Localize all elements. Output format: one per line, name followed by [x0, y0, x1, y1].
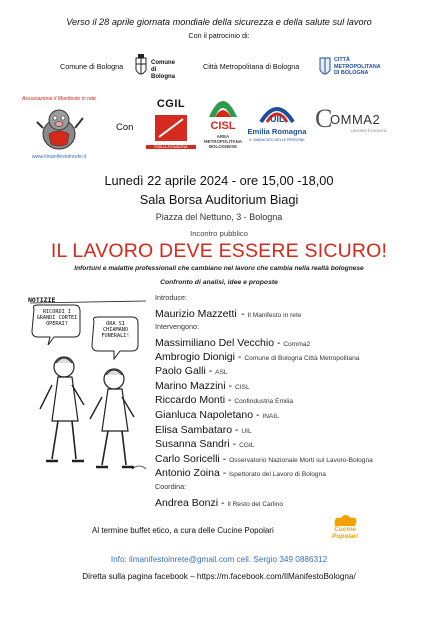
cgil-square-icon: [153, 113, 189, 143]
cucine-line1: Cucine: [334, 526, 356, 533]
speaker-row: Susanna Sandri - CGIL: [155, 438, 255, 450]
speaker-name: Gianluca Napoletano: [155, 409, 254, 421]
speaker-role: ASL: [215, 369, 228, 376]
speaker-name: Ambrogio Dionigi: [155, 351, 235, 363]
event-title: IL LAVORO DEVE ESSERE SICURO!: [50, 240, 388, 262]
speaker-row: Marino Mazzini - CISL: [155, 380, 250, 392]
speaker-role: INAIL: [262, 413, 279, 420]
uil-region: Emilia Romagna: [247, 127, 307, 136]
crest-icon: [133, 54, 149, 82]
metro-logo-line1: CITTÀ: [334, 57, 350, 63]
cisl-logo: [198, 93, 248, 165]
mole-mascot-icon: [29, 104, 89, 152]
speaker-role: Ispettorato del Lavoro di Bologna: [229, 471, 326, 478]
con-label: Con: [116, 122, 134, 133]
cisl-name: CISL: [210, 120, 236, 132]
speaker-row: Elisa Sambataro - UIL: [155, 424, 252, 436]
comune-logo-line2: di Bologna: [151, 67, 175, 80]
comma2-tagline: LAVORO È DIGNITÀ: [351, 129, 387, 133]
manifesto-url: www.ilmanifestoinrete.it: [31, 154, 87, 160]
uil-emblem-icon: [257, 100, 297, 126]
speaker-role: Osservatorio Nazionale Morti sul Lavoro-Bologna: [229, 457, 373, 464]
event-address: Piazza del Nettuno, 3 - Bologna: [155, 212, 283, 222]
manifesto-logo: [20, 96, 98, 164]
facebook-stream: Diretta sulla pagina facebook – https://m.facebook.com/IlManifestoBologna/: [82, 572, 356, 581]
cartoon-illustration: [28, 293, 153, 475]
citta-metropolitana-logo: [318, 52, 381, 84]
speaker-name: Carlo Soricelli: [155, 453, 220, 465]
speaker-name: Riccardo Monti: [155, 394, 226, 406]
speaker-name: Massimiliano Del Vecchio: [155, 337, 275, 349]
comune-bologna-label: Comune di Bologna: [60, 62, 124, 71]
header-title: Verso il 28 aprile giornata mondiale della sicurezza e della salute sul lavoro: [66, 17, 372, 27]
speaker-row: Gianluca Napoletano - INAIL: [155, 409, 279, 421]
speaker-name: Susanna Sandri: [155, 438, 230, 450]
speaker-name: Paolo Galli: [155, 365, 206, 377]
speaker-role: CGIL: [239, 442, 255, 449]
speaker-row: Paolo Galli - ASL: [155, 365, 228, 377]
event-venue: Sala Borsa Auditorium Biagi: [139, 192, 299, 207]
comma2-name: OMMA2: [330, 112, 381, 127]
uil-logo: [246, 100, 308, 158]
cisl-sub-3: BOLOGNESE: [208, 144, 238, 150]
event-date-time: Lunedì 22 aprile 2024 - ore 15,00 -18,00: [104, 173, 334, 188]
comma2-c: C: [315, 104, 333, 133]
cgil-name: CGIL: [156, 98, 186, 110]
cisl-sub-2: METROPOLITANA: [204, 139, 242, 145]
coord-speaker: Andrea Bonzi - Il Resto del Carlino: [155, 497, 284, 509]
speaker-role: CISL: [234, 384, 250, 391]
speaker-role: Confindustria Emilia: [234, 398, 294, 405]
coord-label: Coordina:: [155, 482, 187, 491]
speaker-role: Il Manifesto in rete: [247, 312, 302, 319]
speaker-row: Riccardo Monti - Confindustria Emilia: [155, 394, 294, 406]
info-contact: Info: ilmanifestoinrete@gmail.com cell. Sergio 349 0886312: [110, 555, 328, 564]
svg-text:UIL: UIL: [270, 114, 285, 124]
event-kind: Incontro pubblico: [190, 229, 248, 238]
speaker-row: Antonio Zoina - Ispettorato del Lavoro di Bologna: [155, 467, 326, 479]
speech-bubble-left: RICORDI I GRANDI CORTEI OPERAI?: [36, 309, 78, 327]
metro-logo-line2: METROPOLITANA: [334, 63, 381, 70]
speaker-row: Massimiliano Del Vecchio - Comma2: [155, 337, 311, 349]
intro-speaker: Maurizio Mazzetti - Il Manifesto in rete: [155, 308, 302, 320]
cucine-line2: Popolari: [331, 532, 358, 540]
cartoon-caption: NOTIZIE: [28, 296, 56, 304]
patronage-label: Con il patrocinio di:: [188, 31, 250, 40]
speaker-name: Andrea Bonzi: [155, 497, 219, 509]
speaker-name: Elisa Sambataro: [155, 424, 233, 436]
manifesto-association-label: Associazione il Manifesto in rete: [21, 96, 97, 102]
speaker-role: Comma2: [283, 341, 311, 348]
comma2-logo: [315, 106, 395, 146]
cisl-sub-1: AREA: [216, 134, 230, 139]
citta-metropolitana-label: Città Metropolitana di Bologna: [203, 62, 300, 71]
speaker-role: Comune di Bologna Città Metropolitana: [244, 355, 360, 362]
speech-bubble-right: ORA SI CHIAMANO FUNERALI!: [101, 321, 130, 339]
metro-crest-icon: [318, 55, 332, 81]
intro-label: Introduce:: [155, 293, 187, 302]
event-subtitle: Infortuni e malattie professionali che cambiano nel lavoro che cambia nella realtà bolognese: [74, 265, 364, 272]
cgil-region: EMILIA-ROMAGNA: [146, 145, 196, 149]
speaker-name: Marino Mazzini: [155, 380, 226, 392]
comune-bologna-logo: [133, 52, 181, 84]
speakers-label: Intervengono:: [155, 322, 199, 331]
buffet-note: Al termine buffet etico, a cura delle Cucine Popolari: [92, 526, 274, 535]
speaker-name: Maurizio Mazzetti: [155, 308, 237, 320]
speaker-row: Carlo Soricelli - Osservatorio Nazionale Morti sul Lavoro-Bologna: [155, 453, 373, 465]
comune-logo-line1: Comune: [151, 60, 175, 66]
speaker-role: UIL: [241, 428, 252, 435]
event-tagline: Confronto di analisi, idee e proposte: [160, 279, 278, 286]
speaker-name: Antonio Zoina: [155, 467, 220, 479]
metro-logo-line3: DI BOLOGNA: [334, 70, 369, 76]
speaker-role: Il Resto del Carlino: [227, 501, 284, 508]
speaker-row: Ambrogio Dionigi - Comune di Bologna Città Metropolitana: [155, 351, 360, 363]
cisl-arc-icon: [206, 93, 240, 119]
uil-tagline: IL SINDACATO DELLE PERSONE: [249, 138, 305, 142]
cgil-logo: [146, 98, 196, 162]
cucine-popolari-logo: [325, 514, 365, 548]
